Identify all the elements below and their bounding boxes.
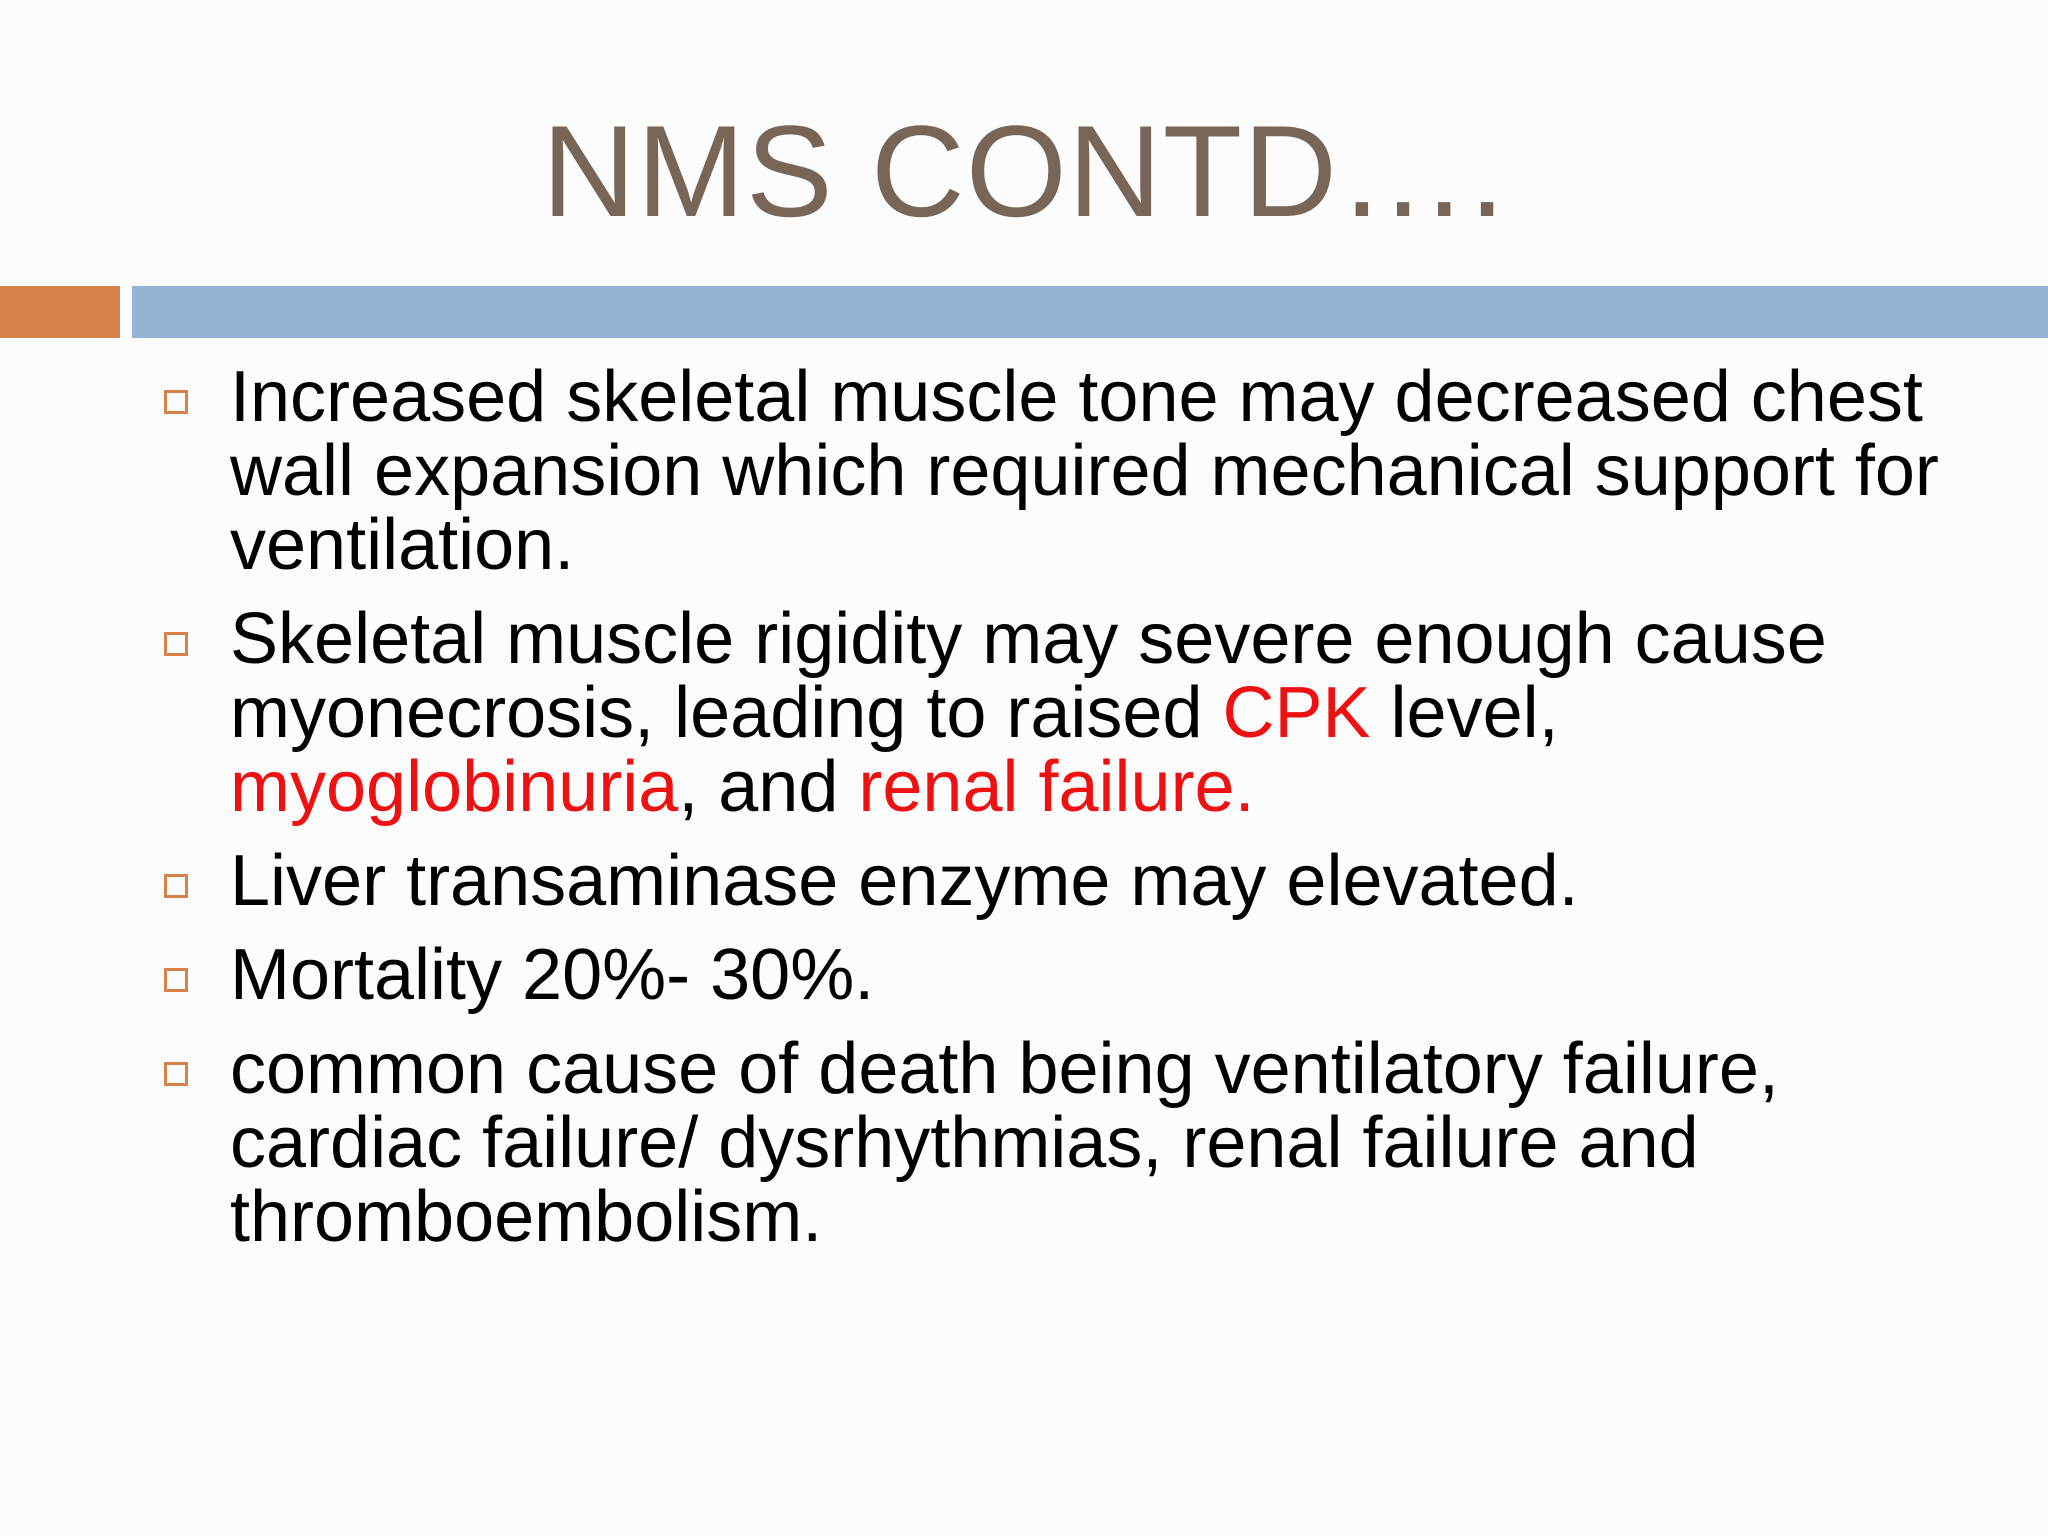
bullet-item <box>160 935 2000 1015</box>
highlight-myoglobinuria: myoglobinuria <box>230 747 679 827</box>
bullet-text: Skeletal muscle rigidity may severe enough cause myonecrosis, leading to raised <box>230 599 1827 753</box>
bullet-list <box>160 357 2000 1274</box>
bullet-text: , and <box>678 747 859 827</box>
bullet-text: Mortality 20%- 30%. <box>230 935 875 1015</box>
highlight-cpk: CPK <box>1222 673 1371 753</box>
square-bullet-icon <box>164 1062 188 1086</box>
bullet-item <box>160 1029 2000 1257</box>
square-bullet-icon <box>164 390 188 414</box>
bullet-item <box>160 357 2000 585</box>
bullet-text: level, <box>1370 673 1559 753</box>
square-bullet-icon <box>164 968 188 992</box>
bullet-item <box>160 599 2000 827</box>
bullet-text: Increased skeletal muscle tone may decreased chest wall expansion which required mechanical support for ventilation. <box>230 357 1939 585</box>
accent-bar-blue <box>132 286 2048 338</box>
highlight-renal-failure: renal failure. <box>858 747 1255 827</box>
bullet-text: Liver transaminase enzyme may elevated. <box>230 841 1579 921</box>
slide-title: NMS CONTD…. <box>541 98 1507 244</box>
bullet-text: common cause of death being ventilatory failure, cardiac failure/ dysrhythmias, renal failure and thromboembolism. <box>230 1029 1779 1257</box>
accent-bar-orange <box>0 286 120 338</box>
bullet-item <box>160 841 2000 921</box>
square-bullet-icon <box>164 874 188 898</box>
square-bullet-icon <box>164 632 188 656</box>
